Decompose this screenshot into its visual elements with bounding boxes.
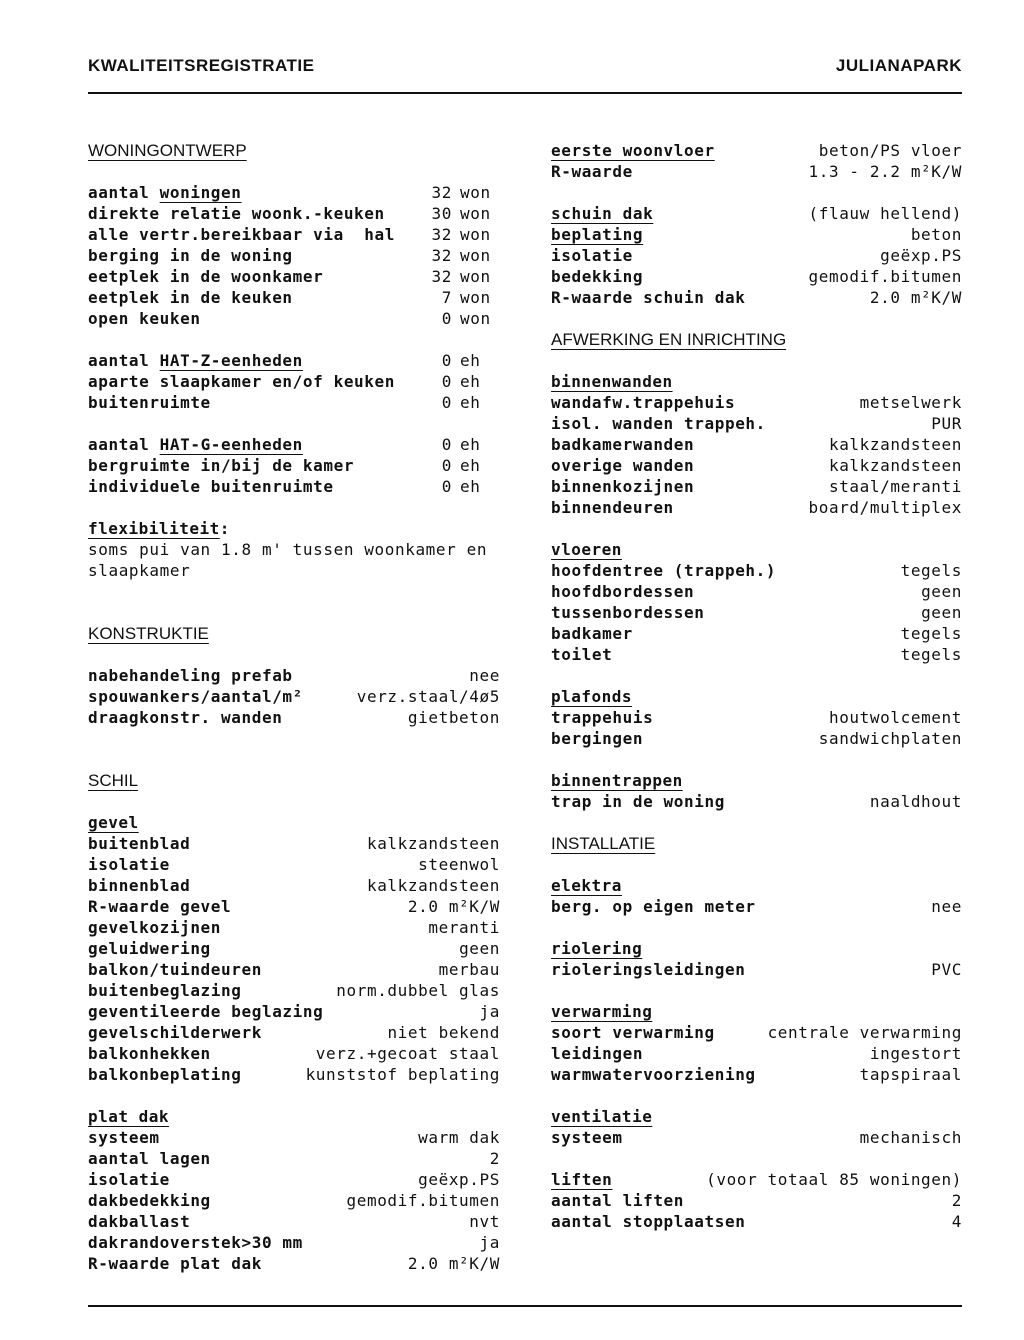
binnenwanden-value: kalkzandsteen — [828, 456, 962, 475]
hatg-count: 0 — [441, 456, 452, 475]
liften-row — [551, 1211, 962, 1232]
woning-label-text: direkte relatie woonk.-keuken — [88, 204, 385, 223]
ventilatie-rows — [551, 1127, 962, 1148]
gevel-row — [88, 917, 500, 938]
gevel-row — [88, 1022, 500, 1043]
schuindak-row — [551, 245, 962, 266]
woonvloer-value: beton/PS vloer — [818, 141, 962, 160]
hatg-value — [430, 455, 500, 476]
woning-row — [88, 245, 500, 266]
platdak-value: 2.0 m²K/W — [407, 1254, 500, 1273]
woning-value — [430, 182, 500, 203]
gevel-value: ja — [479, 1002, 500, 1021]
binnentrappen-title: binnentrappen — [551, 771, 683, 790]
woning-row — [88, 308, 500, 329]
konstruktie-value: gietbeton — [407, 708, 500, 727]
elektra-value: nee — [931, 897, 962, 916]
woning-count: 32 — [431, 267, 452, 286]
gevel-row — [88, 833, 500, 854]
vloeren-row — [551, 623, 962, 644]
section-woningontwerp-title: WONINGONTWERP — [88, 141, 247, 160]
document-header-left: KWALITEITSREGISTRATIE — [88, 56, 315, 75]
vloeren-label: hoofdentree (trappeh.) — [551, 561, 777, 580]
platdak-value: warm dak — [418, 1128, 500, 1147]
binnenwanden-title: binnenwanden — [551, 372, 673, 391]
hatz-value — [430, 350, 500, 371]
hatg-rows — [88, 434, 500, 497]
hatz-value — [430, 392, 500, 413]
binnenwanden-value: staal/meranti — [828, 477, 962, 496]
vloeren-label: toilet — [551, 645, 613, 664]
woning-count: 32 — [431, 225, 452, 244]
schuindak-value: (flauw hellend) — [808, 204, 962, 223]
gevel-value: norm.dubbel glas — [336, 981, 500, 1000]
vloeren-value: geen — [921, 582, 962, 601]
hatg-label-text: aantal — [88, 435, 160, 454]
platdak-title: plat dak — [88, 1107, 170, 1126]
hatz-row — [88, 350, 500, 371]
woning-value — [430, 308, 500, 329]
konstruktie-row — [88, 686, 500, 707]
gevel-label: R-waarde gevel — [88, 897, 232, 916]
woning-value — [430, 203, 500, 224]
platdak-label: systeem — [88, 1128, 160, 1147]
hatz-label — [88, 392, 211, 413]
platdak-label: aantal lagen — [88, 1149, 211, 1168]
plafonds-label: bergingen — [551, 729, 644, 748]
woning-unit: won — [460, 183, 491, 202]
vloeren-value: tegels — [900, 624, 962, 643]
hatg-row — [88, 434, 500, 455]
riolering-row — [551, 959, 962, 980]
hatz-count: 0 — [441, 372, 452, 391]
platdak-label: isolatie — [88, 1170, 170, 1189]
verwarming-row — [551, 1043, 962, 1064]
gevel-row — [88, 1001, 500, 1022]
woonvloer-title: eerste woonvloer — [551, 141, 715, 160]
woning-label — [88, 245, 293, 266]
header-rule — [88, 92, 962, 94]
gevel-row — [88, 1064, 500, 1085]
woning-label — [88, 203, 385, 224]
woning-label — [88, 266, 323, 287]
ventilatie-row — [551, 1127, 962, 1148]
hatg-label — [88, 476, 334, 497]
binnenwanden-label: badkamerwanden — [551, 435, 695, 454]
woonvloer-label: R-waarde — [551, 162, 633, 181]
schuindak-row — [551, 266, 962, 287]
binnenwanden-value: kalkzandsteen — [828, 435, 962, 454]
gevel-label: geluidwering — [88, 939, 211, 958]
hatz-label-text: aparte slaapkamer en/of keuken — [88, 372, 395, 391]
schuindak-rows — [551, 224, 962, 308]
woonvloer-rows — [551, 161, 962, 182]
hatg-row — [88, 455, 500, 476]
gevel-rows — [88, 833, 500, 1085]
verwarming-row — [551, 1022, 962, 1043]
flexibiliteit-title: flexibiliteit — [88, 519, 220, 538]
vloeren-row — [551, 560, 962, 581]
verwarming-value: ingestort — [869, 1044, 962, 1063]
woning-count: 30 — [431, 204, 452, 223]
hatz-label-underlined: HAT-Z-eenheden — [159, 351, 303, 370]
binnenwanden-label: binnenkozijnen — [551, 477, 695, 496]
hatg-value — [430, 434, 500, 455]
gevel-row — [88, 896, 500, 917]
footer-rule — [88, 1305, 962, 1307]
konstruktie-label: spouwankers/aantal/m² — [88, 687, 303, 706]
gevel-value: kalkzandsteen — [366, 876, 500, 895]
konstruktie-label: nabehandeling prefab — [88, 666, 293, 685]
gevel-row — [88, 938, 500, 959]
riolering-rows — [551, 959, 962, 980]
schuindak-row — [551, 287, 962, 308]
gevel-label: buitenbeglazing — [88, 981, 242, 1000]
gevel-row — [88, 854, 500, 875]
hatg-unit: eh — [460, 456, 481, 475]
platdak-row — [88, 1190, 500, 1211]
liften-value: (voor totaal 85 woningen) — [706, 1170, 962, 1189]
platdak-label: dakballast — [88, 1212, 191, 1231]
right-column — [551, 140, 962, 1232]
section-schil-title: SCHIL — [88, 771, 139, 790]
platdak-row — [88, 1169, 500, 1190]
woonvloer-value: 1.3 - 2.2 m²K/W — [808, 162, 962, 181]
hatg-label-text: individuele buitenruimte — [88, 477, 334, 496]
hatg-value — [430, 476, 500, 497]
liften-label: aantal stopplaatsen — [551, 1212, 746, 1231]
hatz-value — [430, 371, 500, 392]
binnenwanden-value: board/multiplex — [808, 498, 962, 517]
verwarming-title: verwarming — [551, 1002, 653, 1021]
gevel-value: verz.+gecoat staal — [315, 1044, 500, 1063]
verwarming-value: centrale verwarming — [767, 1023, 962, 1042]
woningontwerp-rows — [88, 182, 500, 329]
hatg-row — [88, 476, 500, 497]
gevel-label: balkonbeplating — [88, 1065, 242, 1084]
elektra-title: elektra — [551, 876, 622, 895]
section-installatie-title: INSTALLATIE — [551, 834, 656, 853]
hatg-label — [88, 434, 303, 455]
ventilatie-value: mechanisch — [859, 1128, 962, 1147]
platdak-value: nvt — [469, 1212, 500, 1231]
liften-rows — [551, 1190, 962, 1232]
gevel-value: meranti — [428, 918, 500, 937]
elektra-label: berg. op eigen meter — [551, 897, 756, 916]
woning-unit: won — [460, 288, 491, 307]
gevel-label: balkon/tuindeuren — [88, 960, 262, 979]
woning-label-text: open keuken — [88, 309, 201, 328]
gevel-label: geventileerde beglazing — [88, 1002, 324, 1021]
woonvloer-row — [551, 161, 962, 182]
hatg-unit: eh — [460, 435, 481, 454]
woning-count: 32 — [431, 246, 452, 265]
plafonds-value: sandwichplaten — [818, 729, 962, 748]
woning-count: 0 — [441, 309, 452, 328]
hatg-unit: eh — [460, 477, 481, 496]
liften-value: 4 — [951, 1212, 962, 1231]
gevel-value: steenwol — [418, 855, 500, 874]
binnentrappen-label: trap in de woning — [551, 792, 725, 811]
ventilatie-title: ventilatie — [551, 1107, 653, 1126]
schuindak-label: bedekking — [551, 267, 644, 286]
binnenwanden-row — [551, 413, 962, 434]
plafonds-title: plafonds — [551, 687, 633, 706]
schuindak-label: R-waarde schuin dak — [551, 288, 746, 307]
vloeren-rows — [551, 560, 962, 665]
hatg-label-text: bergruimte in/bij de kamer — [88, 456, 355, 475]
vloeren-value: geen — [921, 603, 962, 622]
konstruktie-label: draagkonstr. wanden — [88, 708, 283, 727]
woning-count: 7 — [441, 288, 452, 307]
woning-unit: won — [460, 267, 491, 286]
hatz-unit: eh — [460, 372, 481, 391]
binnenwanden-label: binnendeuren — [551, 498, 674, 517]
plafonds-label: trappehuis — [551, 708, 654, 727]
gevel-row — [88, 1043, 500, 1064]
gevel-value: geen — [459, 939, 500, 958]
verwarming-row — [551, 1064, 962, 1085]
platdak-label: dakbedekking — [88, 1191, 211, 1210]
hatz-count: 0 — [441, 393, 452, 412]
vloeren-label: tussenbordessen — [551, 603, 705, 622]
verwarming-label: leidingen — [551, 1044, 644, 1063]
gevel-label: balkonhekken — [88, 1044, 211, 1063]
verwarming-label: warmwatervoorziening — [551, 1065, 756, 1084]
binnenwanden-value: PUR — [931, 414, 962, 433]
schuindak-label: isolatie — [551, 246, 633, 265]
verwarming-label: soort verwarming — [551, 1023, 715, 1042]
section-afwerking-title: AFWERKING EN INRICHTING — [551, 330, 787, 349]
konstruktie-value: verz.staal/4ø5 — [356, 687, 500, 706]
binnenwanden-value: metselwerk — [859, 393, 962, 412]
schuindak-value: gemodif.bitumen — [808, 267, 962, 286]
schuindak-value: geëxp.PS — [880, 246, 962, 265]
platdak-row — [88, 1253, 500, 1274]
woning-count: 32 — [431, 183, 452, 202]
hatz-row — [88, 392, 500, 413]
gevel-label: gevelkozijnen — [88, 918, 222, 937]
woning-unit: won — [460, 204, 491, 223]
hatz-unit: eh — [460, 351, 481, 370]
woning-label — [88, 224, 395, 245]
platdak-row — [88, 1232, 500, 1253]
binnenwanden-row — [551, 434, 962, 455]
vloeren-row — [551, 581, 962, 602]
liften-value: 2 — [951, 1191, 962, 1210]
section-konstruktie-title: KONSTRUKTIE — [88, 624, 209, 643]
woning-row — [88, 287, 500, 308]
plafonds-value: houtwolcement — [828, 708, 962, 727]
hatz-label-text: aantal — [88, 351, 160, 370]
binnentrappen-rows — [551, 791, 962, 812]
schuindak-row — [551, 224, 962, 245]
vloeren-title: vloeren — [551, 540, 622, 559]
platdak-value: 2 — [489, 1149, 500, 1168]
riolering-title: riolering — [551, 939, 643, 958]
vloeren-label: hoofdbordessen — [551, 582, 695, 601]
platdak-row — [88, 1211, 500, 1232]
flexibiliteit-heading — [88, 518, 500, 539]
schuindak-value: 2.0 m²K/W — [869, 288, 962, 307]
gevel-row — [88, 875, 500, 896]
konstruktie-rows — [88, 665, 500, 728]
woning-label — [88, 287, 293, 308]
flexibiliteit-line-2: slaapkamer — [88, 561, 191, 580]
hatg-label-underlined: HAT-G-eenheden — [159, 435, 303, 454]
gevel-value: niet bekend — [387, 1023, 500, 1042]
hatz-row — [88, 371, 500, 392]
woning-row — [88, 203, 500, 224]
schuindak-title: schuin dak — [551, 204, 654, 223]
hatz-unit: eh — [460, 393, 481, 412]
woning-label — [88, 308, 201, 329]
platdak-row — [88, 1127, 500, 1148]
elektra-row — [551, 896, 962, 917]
hatg-count: 0 — [441, 477, 452, 496]
document-header-right: JULIANAPARK — [835, 56, 962, 75]
woning-label-text: alle vertr.bereikbaar via hal — [88, 225, 395, 244]
riolering-value: PVC — [931, 960, 962, 979]
vloeren-value: tegels — [900, 645, 962, 664]
schuindak-label: beplating — [551, 225, 644, 244]
binnenwanden-label: isol. wanden trappeh. — [551, 414, 766, 433]
konstruktie-row — [88, 665, 500, 686]
woning-value — [430, 245, 500, 266]
woning-row — [88, 182, 500, 203]
woning-value — [430, 287, 500, 308]
gevel-label: isolatie — [88, 855, 170, 874]
vloeren-value: tegels — [900, 561, 962, 580]
flexibiliteit-colon: : — [219, 519, 230, 538]
liften-heading-row — [551, 1169, 962, 1190]
hatz-count: 0 — [441, 351, 452, 370]
konstruktie-row — [88, 707, 500, 728]
vloeren-label: badkamer — [551, 624, 633, 643]
vloeren-row — [551, 602, 962, 623]
hatz-label — [88, 371, 395, 392]
binnenwanden-rows — [551, 392, 962, 518]
woning-unit: won — [460, 246, 491, 265]
left-column — [88, 140, 500, 1274]
hatg-count: 0 — [441, 435, 452, 454]
schuindak-value: beton — [910, 225, 962, 244]
platdak-label: R-waarde plat dak — [88, 1254, 262, 1273]
plafonds-row — [551, 707, 962, 728]
gevel-row — [88, 980, 500, 1001]
binnenwanden-label: overige wanden — [551, 456, 695, 475]
liften-row — [551, 1190, 962, 1211]
flexibiliteit-line-1: soms pui van 1.8 m' tussen woonkamer en — [88, 540, 488, 559]
platdak-label: dakrandoverstek>30 mm — [88, 1233, 303, 1252]
plafonds-row — [551, 728, 962, 749]
hatz-rows — [88, 350, 500, 413]
gevel-label: binnenblad — [88, 876, 191, 895]
elektra-rows — [551, 896, 962, 917]
woonvloer-heading-row — [551, 140, 962, 161]
platdak-value: geëxp.PS — [418, 1170, 500, 1189]
platdak-value: gemodif.bitumen — [346, 1191, 500, 1210]
woning-unit: won — [460, 309, 491, 328]
ventilatie-label: systeem — [551, 1128, 623, 1147]
konstruktie-value: nee — [469, 666, 500, 685]
vloeren-row — [551, 644, 962, 665]
riolering-label: rioleringsleidingen — [551, 960, 746, 979]
schuindak-heading-row — [551, 203, 962, 224]
binnenwanden-row — [551, 497, 962, 518]
woning-row — [88, 266, 500, 287]
binnenwanden-row — [551, 392, 962, 413]
hatz-label-text: buitenruimte — [88, 393, 211, 412]
binnenwanden-row — [551, 476, 962, 497]
binnentrappen-row — [551, 791, 962, 812]
gevel-label: gevelschilderwerk — [88, 1023, 262, 1042]
woning-unit: won — [460, 225, 491, 244]
gevel-value: 2.0 m²K/W — [407, 897, 500, 916]
gevel-value: merbau — [438, 960, 500, 979]
woning-label-text: aantal — [88, 183, 160, 202]
woning-label-text: berging in de woning — [88, 246, 293, 265]
verwarming-value: tapspiraal — [859, 1065, 962, 1084]
woning-label-text: eetplek in de woonkamer — [88, 267, 324, 286]
liften-title: liften — [551, 1170, 613, 1189]
platdak-row — [88, 1148, 500, 1169]
woning-label-underlined: woningen — [159, 183, 242, 202]
gevel-value: kalkzandsteen — [366, 834, 500, 853]
woning-value — [430, 224, 500, 245]
binnenwanden-label: wandafw.trappehuis — [551, 393, 736, 412]
hatz-label — [88, 350, 303, 371]
liften-label: aantal liften — [551, 1191, 685, 1210]
verwarming-rows — [551, 1022, 962, 1085]
woning-value — [430, 266, 500, 287]
binnenwanden-row — [551, 455, 962, 476]
binnentrappen-value: naaldhout — [869, 792, 962, 811]
gevel-label: buitenblad — [88, 834, 191, 853]
woning-label-text: eetplek in de keuken — [88, 288, 293, 307]
gevel-row — [88, 959, 500, 980]
gevel-value: kunststof beplating — [305, 1065, 500, 1084]
woning-label — [88, 182, 242, 203]
plafonds-rows — [551, 707, 962, 749]
woning-row — [88, 224, 500, 245]
hatg-label — [88, 455, 354, 476]
platdak-rows — [88, 1127, 500, 1274]
platdak-value: ja — [479, 1233, 500, 1252]
gevel-title: gevel — [88, 813, 139, 832]
